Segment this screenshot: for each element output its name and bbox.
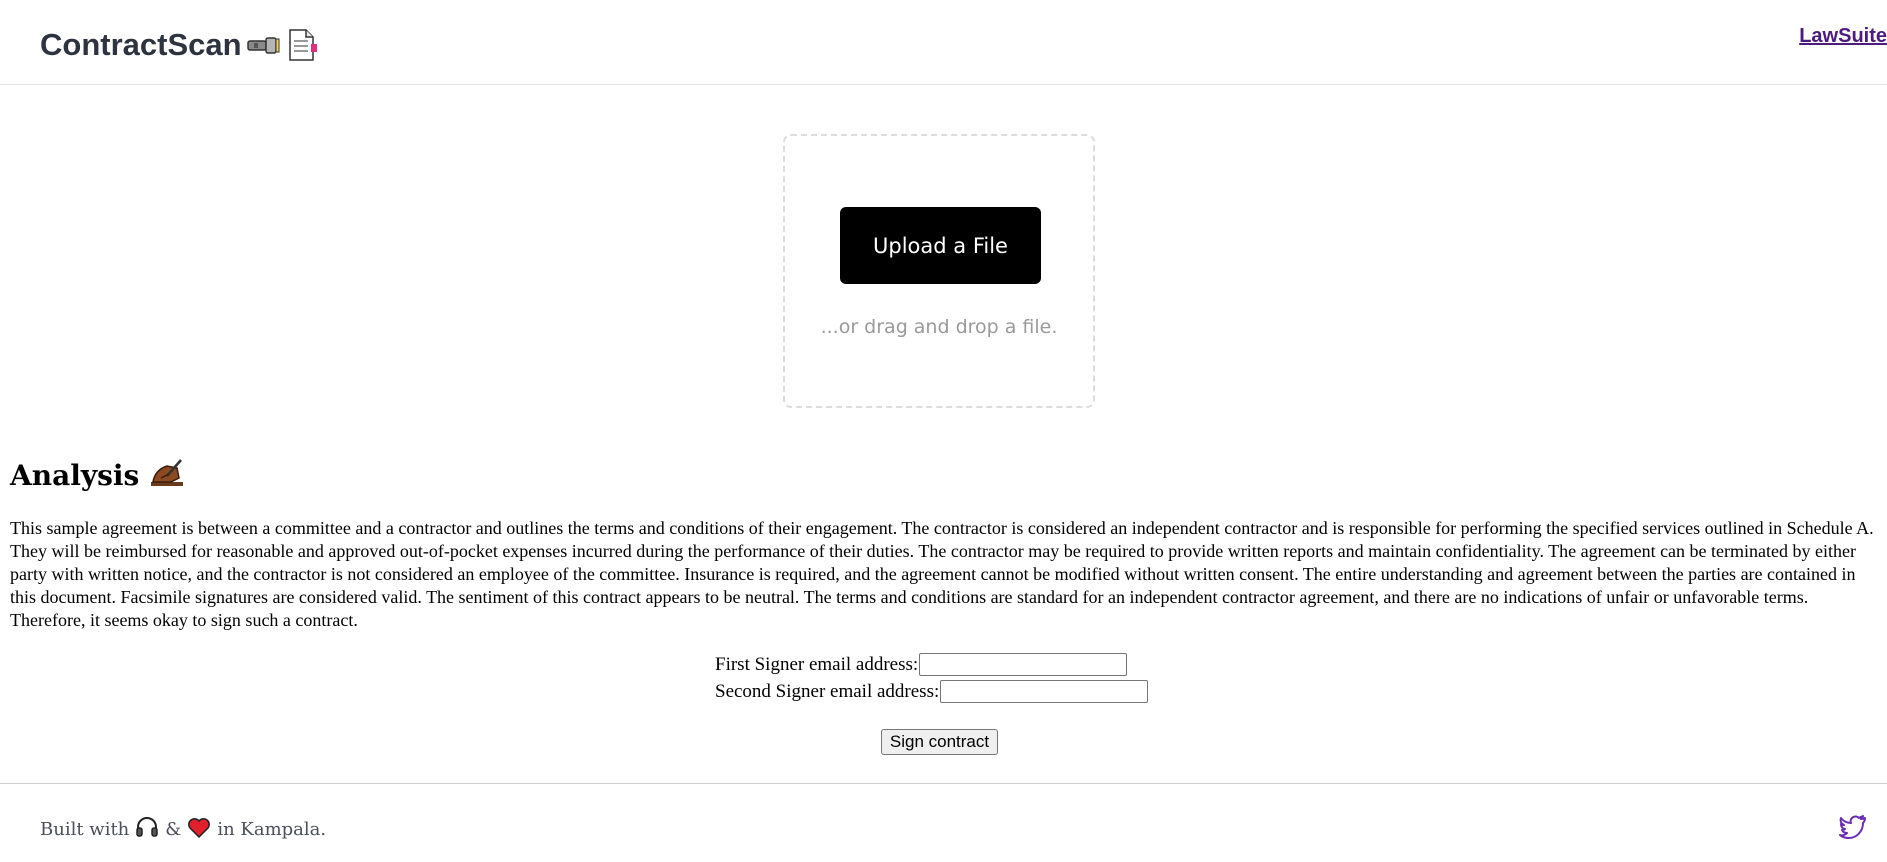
heart-icon <box>187 816 211 843</box>
drop-hint: ...or drag and drop a file. <box>820 316 1058 338</box>
second-signer-email-input[interactable] <box>940 680 1148 703</box>
brand-title: ContractScan <box>40 27 242 62</box>
writing-hand-icon <box>149 456 185 495</box>
document-icon <box>286 28 318 62</box>
lawsuite-link[interactable]: LawSuite <box>1799 25 1887 47</box>
first-signer-label: First Signer email address: <box>715 653 919 675</box>
upload-file-button[interactable]: Upload a File <box>840 207 1041 284</box>
analysis-title: Analysis <box>10 459 140 492</box>
second-signer-row <box>715 678 1148 705</box>
brand <box>40 27 318 63</box>
footer-location: in Kampala. <box>217 819 327 840</box>
flashlight-icon <box>246 30 282 60</box>
signers-form <box>715 651 1148 705</box>
file-dropzone[interactable] <box>783 134 1095 408</box>
footer <box>0 783 1887 862</box>
footer-ampersand: & <box>165 819 182 840</box>
headphones-icon <box>135 815 159 844</box>
footer-credits <box>40 815 326 844</box>
sign-contract-button[interactable]: Sign contract <box>881 729 998 755</box>
analysis-heading <box>10 456 185 495</box>
footer-built-with: Built with <box>40 819 130 840</box>
first-signer-email-input[interactable] <box>919 653 1127 676</box>
second-signer-label: Second Signer email address: <box>715 680 940 702</box>
header <box>0 0 1887 85</box>
analysis-text: This sample agreement is between a committee and a contractor and outlines the terms and conditions of their engagement. The contractor is considered an independent contractor and is responsible for performing the specified services outlined in Schedule A. They will be reimbursed for reasonable and approved out-of-pocket expenses incurred during the performance of their duties. The contractor may be required to provide written reports and maintain confidentiality. The agreement can be terminated by either party with written notice, and the contractor is not considered an employee of the committee. Insurance is required, and the agreement cannot be modified without written consent. The entire understanding and agreement between the parties are contained in this document. Facsimile signatures are considered valid. The sentiment of this contract appears to be neutral. The terms and conditions are standard for an independent contractor agreement, and there are no indications of unfair or unfavorable terms. Therefore, it seems okay to sign such a contract. <box>10 518 1874 630</box>
first-signer-row <box>715 651 1148 678</box>
twitter-icon[interactable] <box>1839 815 1867 843</box>
